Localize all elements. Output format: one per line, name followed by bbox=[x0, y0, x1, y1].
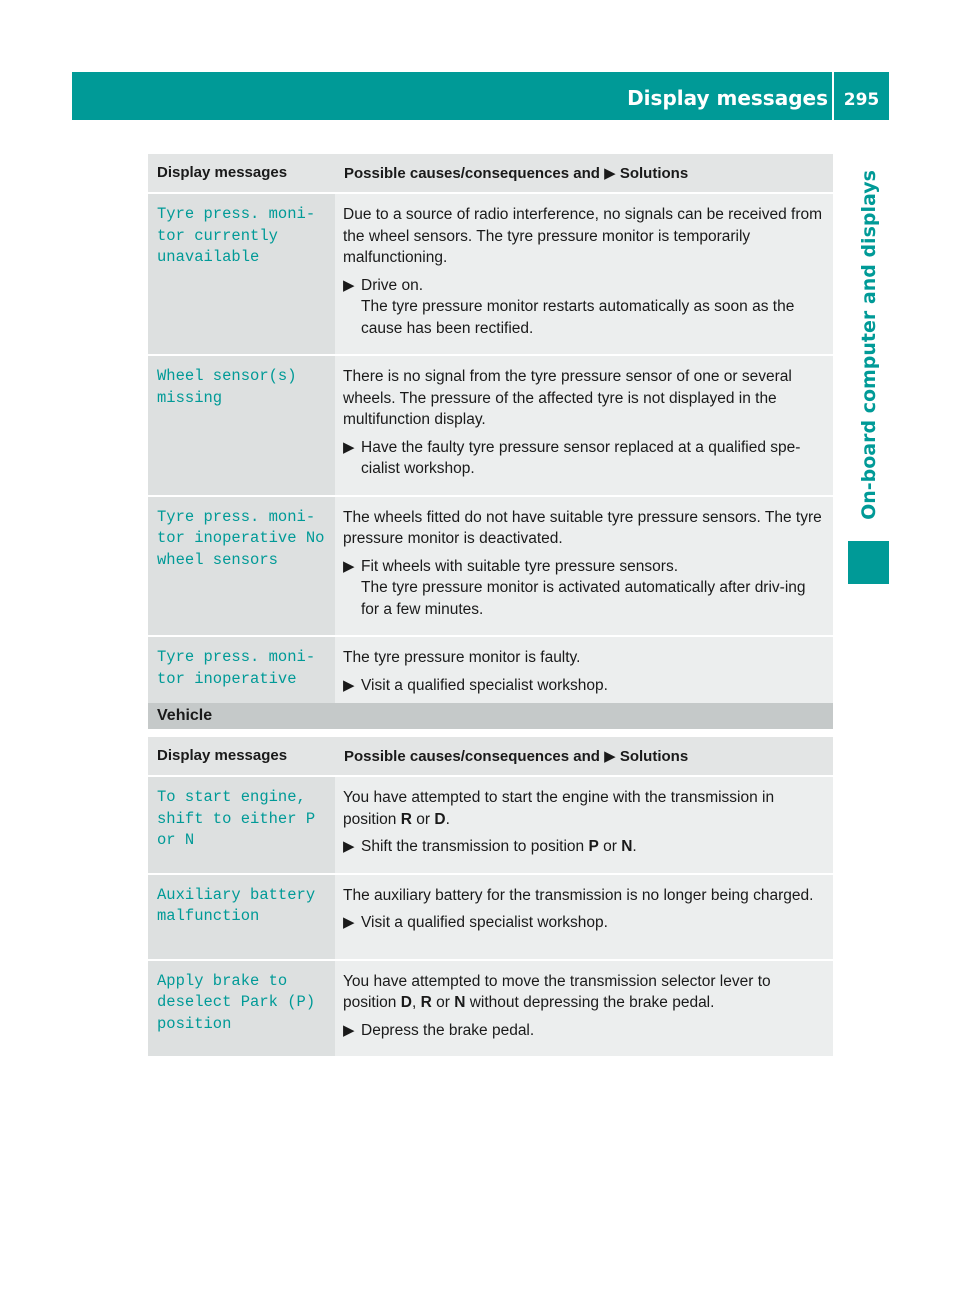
step-arrow-icon: ▶ bbox=[343, 557, 355, 575]
display-message: Tyre press. moni‐ tor inoperative bbox=[148, 636, 335, 712]
display-message: Apply brake to deselect Park (P) position bbox=[148, 960, 335, 1058]
cause-text-end: without depressing the brake pedal. bbox=[469, 994, 715, 1011]
play-arrow-icon: ▶ bbox=[604, 165, 616, 182]
step-arrow-icon: ▶ bbox=[343, 1021, 355, 1039]
punctuation: . bbox=[445, 810, 450, 828]
solution-step bbox=[343, 437, 825, 480]
table-row bbox=[148, 776, 833, 874]
table-row bbox=[148, 960, 833, 1058]
cause-text bbox=[343, 787, 825, 830]
column-header-solutions-label: Solutions bbox=[619, 748, 689, 765]
page-number: 295 bbox=[843, 90, 880, 110]
solution-step bbox=[343, 275, 825, 340]
cause-text bbox=[343, 971, 825, 1014]
table-row bbox=[148, 636, 833, 712]
gear-key: R bbox=[400, 810, 412, 828]
punctuation: , bbox=[411, 994, 417, 1011]
display-message: To start engine, shift to either P or N bbox=[148, 776, 335, 874]
column-header-messages: Display messages bbox=[148, 737, 335, 776]
message-description bbox=[335, 776, 833, 874]
chapter-tab bbox=[848, 155, 889, 535]
display-message: Tyre press. moni‐ tor inoperative No wheel sensors bbox=[148, 496, 335, 637]
step-text: Drive on. bbox=[361, 276, 424, 294]
vehicle-table bbox=[148, 737, 833, 1058]
gear-key: D bbox=[434, 810, 446, 828]
step-text: Visit a qualified specialist workshop. bbox=[361, 676, 608, 694]
step-arrow-icon: ▶ bbox=[343, 276, 355, 294]
step-text: Have the faulty tyre pressure sensor replaced at a qualified spe-cialist workshop. bbox=[361, 438, 801, 477]
gear-key: N bbox=[454, 994, 466, 1011]
column-header-messages: Display messages bbox=[148, 154, 335, 193]
conjunction: or bbox=[436, 994, 450, 1011]
table-header-row bbox=[148, 154, 833, 193]
column-header-solutions-label: Solutions bbox=[619, 165, 689, 182]
message-description bbox=[335, 355, 833, 496]
cause-text: Due to a source of radio interference, no signals can be received from the wheel sensors. The tyre pressure monitor is temporarily malfunctioning. bbox=[343, 206, 823, 266]
table-header-row bbox=[148, 737, 833, 776]
message-description bbox=[335, 193, 833, 355]
step-arrow-icon: ▶ bbox=[343, 914, 355, 931]
display-message: Tyre press. moni‐ tor currently unavailable bbox=[148, 193, 335, 355]
display-message: Auxiliary battery malfunction bbox=[148, 874, 335, 960]
cause-text: The auxiliary battery for the transmission is no longer being charged. bbox=[343, 886, 814, 904]
message-description bbox=[335, 960, 833, 1058]
solution-step bbox=[343, 1020, 825, 1042]
section-heading bbox=[148, 703, 833, 729]
table-row bbox=[148, 874, 833, 960]
message-description bbox=[335, 636, 833, 712]
cause-text-a: You have attempted to move the transmission selector lever to position bbox=[343, 972, 771, 1011]
step-text: Depress the brake pedal. bbox=[361, 1021, 535, 1039]
cause-text: The tyre pressure monitor is faulty. bbox=[343, 649, 581, 666]
table-row bbox=[148, 355, 833, 496]
cause-text-a: You have attempted to start the engine with the transmission in position bbox=[343, 789, 775, 828]
chapter-marker bbox=[848, 541, 889, 584]
message-description bbox=[335, 874, 833, 960]
gear-key: D bbox=[400, 994, 412, 1011]
step-arrow-icon: ▶ bbox=[343, 676, 355, 694]
step-text: Fit wheels with suitable tyre pressure sensors. bbox=[361, 557, 679, 575]
gear-key: P bbox=[588, 838, 599, 855]
conjunction: or bbox=[603, 838, 617, 855]
solution-step bbox=[343, 556, 825, 621]
table-row bbox=[148, 496, 833, 637]
step-result: The tyre pressure monitor restarts automatically as soon as the cause has been rectified. bbox=[361, 298, 795, 337]
step-arrow-icon: ▶ bbox=[343, 838, 355, 855]
solution-step bbox=[343, 675, 825, 697]
cause-text: There is no signal from the tyre pressure sensor of one or several wheels. The pressure of the affected tyre is not displayed in the multifunction display. bbox=[343, 368, 792, 428]
conjunction: or bbox=[416, 810, 431, 828]
gear-key: R bbox=[420, 994, 432, 1011]
solution-step bbox=[343, 836, 825, 858]
column-header-causes-label: Possible causes/consequences and bbox=[344, 165, 600, 182]
page-title: Display messages bbox=[627, 86, 828, 110]
message-description bbox=[335, 496, 833, 637]
play-arrow-icon: ▶ bbox=[604, 748, 616, 765]
chapter-tab-label: On-board computer and displays bbox=[857, 170, 880, 520]
table-row bbox=[148, 193, 833, 355]
solution-step bbox=[343, 912, 825, 934]
step-text: Shift the transmission to position bbox=[361, 838, 585, 855]
column-header-causes bbox=[335, 154, 833, 193]
tyre-pressure-table bbox=[148, 154, 833, 713]
column-header-causes bbox=[335, 737, 833, 776]
step-result: The tyre pressure monitor is activated automatically after driv-ing for a few minutes. bbox=[361, 579, 806, 618]
column-header-causes-label: Possible causes/consequences and bbox=[344, 748, 600, 765]
gear-key: N bbox=[621, 838, 633, 855]
step-text: Visit a qualified specialist workshop. bbox=[361, 914, 608, 931]
display-message: Wheel sensor(s) missing bbox=[148, 355, 335, 496]
cause-text: The wheels fitted do not have suitable tyre pressure sensors. The tyre pressure monitor is deactivated. bbox=[343, 508, 822, 547]
punctuation: . bbox=[632, 838, 637, 855]
section-title: Vehicle bbox=[157, 707, 213, 724]
step-arrow-icon: ▶ bbox=[343, 438, 355, 456]
